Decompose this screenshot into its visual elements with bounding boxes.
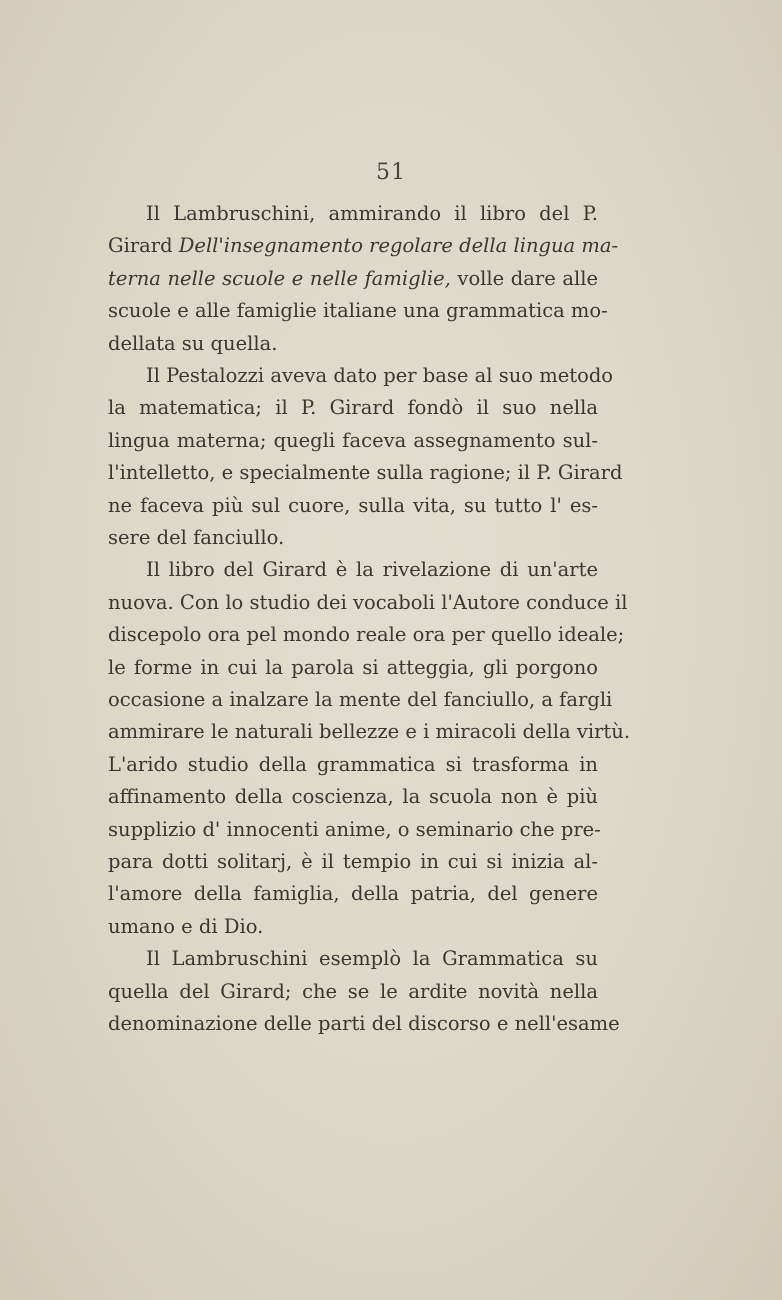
- page-number: 51: [376, 160, 406, 185]
- text-line: [108, 716, 631, 748]
- text-run: ne faceva più sul cuore, sulla vita, su tutto l' es-: [108, 493, 598, 517]
- text-line: [108, 295, 608, 327]
- text-line: [108, 846, 598, 878]
- text-line: [146, 360, 614, 392]
- text-run: quella del Girard; che se le ardite novità nella: [108, 979, 598, 1003]
- italic-title: terna nelle scuole e nelle famiglie,: [108, 266, 451, 290]
- text-line: [108, 619, 625, 651]
- text-line: [108, 976, 598, 1008]
- text-line: [146, 198, 598, 230]
- text-run: nuova. Con lo studio dei vocaboli l'Autore conduce il: [108, 590, 628, 614]
- text-run: Il libro del Girard è la rivelazione di un'arte: [146, 558, 598, 582]
- text-line: [108, 781, 598, 813]
- text-run: discepolo ora pel mondo reale ora per quello ideale;: [108, 623, 625, 647]
- text-run: supplizio d' innocenti anime, o seminario che pre-: [108, 817, 601, 841]
- text-line: [108, 749, 598, 781]
- text-line: [146, 554, 598, 586]
- text-run: Il Lambruschini esemplò la Grammatica su: [146, 947, 598, 971]
- text-line: [108, 392, 598, 424]
- text-line: [108, 230, 619, 262]
- text-run: umano e di Dio.: [108, 914, 264, 938]
- text-run: occasione a inalzare la mente del fanciullo, a fargli: [108, 688, 613, 711]
- text-line: [108, 652, 598, 684]
- text-run: dellata su quella.: [108, 331, 278, 355]
- text-line: [108, 457, 623, 489]
- text-run: denominazione delle parti del discorso e nell'esame: [108, 1012, 620, 1035]
- text-line: [108, 263, 598, 295]
- text-line: [108, 587, 628, 619]
- text-line: [108, 911, 598, 943]
- text-line: [108, 522, 598, 554]
- text-run: Il Lambruschini, ammirando il libro del P.: [146, 202, 598, 225]
- text-line: [108, 878, 598, 910]
- text-run: sere del fanciullo.: [108, 526, 285, 549]
- text-line: [108, 684, 613, 716]
- text-run: para dotti solitarj, è il tempio in cui si inizia al-: [108, 850, 598, 873]
- text-line: [108, 425, 598, 457]
- text-run: L'arido studio della grammatica si trasforma in: [108, 752, 598, 776]
- text-run: volle dare alle: [450, 266, 598, 290]
- text-run: la matematica; il P. Girard fondò il suo nella: [108, 396, 598, 420]
- text-run: Girard: [108, 234, 179, 258]
- text-line: [108, 490, 598, 522]
- text-run: l'amore della famiglia, della patria, del genere: [108, 882, 598, 906]
- text-line: [108, 814, 601, 846]
- text-line: [108, 328, 598, 360]
- text-run: affinamento della coscienza, la scuola non è più: [108, 785, 598, 809]
- text-line: [146, 943, 598, 975]
- text-run: lingua materna; quegli faceva assegnamento sul-: [108, 428, 598, 452]
- text-run: le forme in cui la parola si atteggia, gli porgono: [108, 655, 598, 679]
- text-run: ammirare le naturali bellezze e i miracoli della virtù.: [108, 720, 631, 744]
- text-line: [108, 1008, 620, 1040]
- text-run: scuole e alle famiglie italiane una grammatica mo-: [108, 299, 608, 323]
- text-run: Il Pestalozzi aveva dato per base al suo metodo: [146, 364, 614, 387]
- italic-title: Dell'insegnamento regolare della lingua ma-: [178, 234, 619, 258]
- text-run: l'intelletto, e specialmente sulla ragione; il P. Girard: [108, 461, 623, 485]
